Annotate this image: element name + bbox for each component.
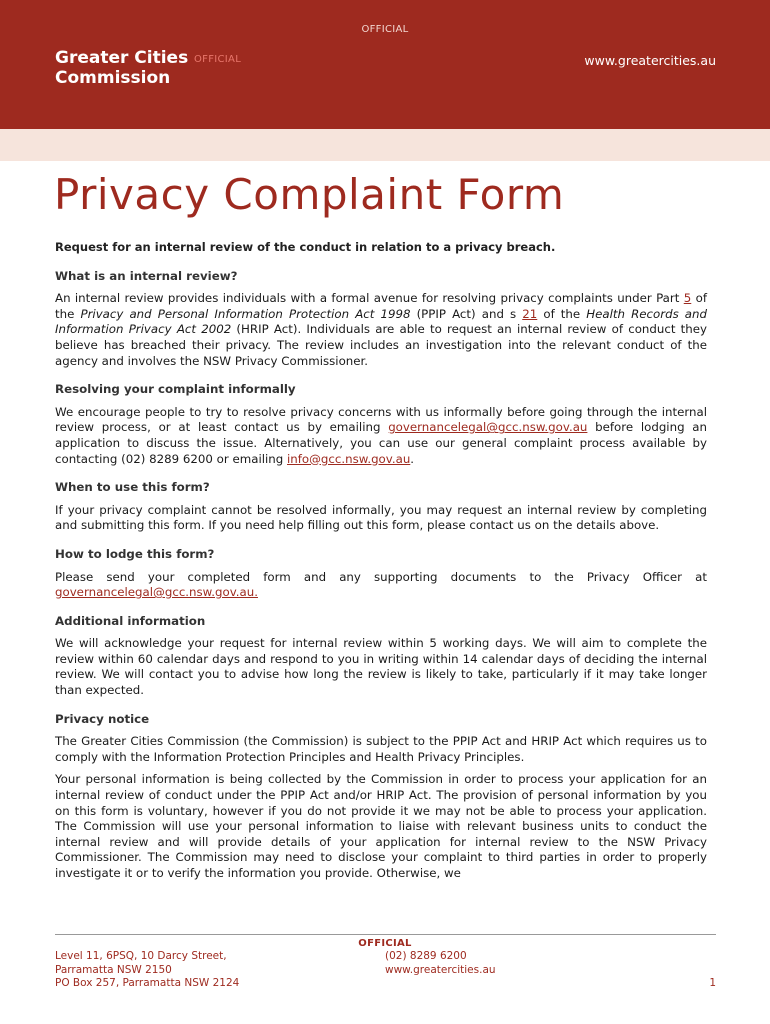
section-heading-informal: Resolving your complaint informally	[55, 382, 296, 397]
classification-label-footer: OFFICIAL	[358, 938, 412, 949]
document-body	[55, 240, 707, 895]
section-21-link[interactable]: 21	[522, 306, 538, 321]
page-title: Privacy Complaint Form	[54, 170, 565, 219]
page-number: 1	[709, 977, 716, 989]
footer-divider	[55, 934, 716, 935]
logo-line-2: Commission	[55, 68, 171, 88]
classification-label-top: OFFICIAL	[361, 24, 409, 35]
paragraph-privacy-1: The Greater Cities Commission (the Commission) is subject to the PPIP Act and HRIP Act which requires us to comply with the Information Protection Principles and Health Privacy Principles.	[55, 734, 707, 764]
text-run: Please send your completed form and any supporting documents to the Privacy Officer at	[55, 569, 707, 584]
logo-line-1: Greater Cities	[55, 48, 189, 68]
text-run: of the	[537, 306, 587, 321]
logo-classification-label: OFFICIAL	[194, 54, 242, 65]
text-run: We encourage people to try to resolve privacy concerns with us informally before going through the internal review process, or at least contact us by emailing	[55, 404, 707, 435]
address-line-3: PO Box 257, Parramatta NSW 2124	[55, 977, 240, 989]
governance-email-link[interactable]: governancelegal@gcc.nsw.gov.au	[388, 420, 588, 435]
footer-contact	[385, 950, 496, 977]
text-run: before lodging an application to discuss the issue. Alternatively, you can use our general complaint process available by contacting (02) 8289 6200 or emailing	[55, 420, 707, 466]
hrip-act-title: Health Records and Information Privacy Act 2002	[55, 306, 707, 337]
part-5-link[interactable]: 5	[683, 291, 692, 306]
header-accent-band	[0, 129, 770, 161]
paragraph-when: If your privacy complaint cannot be resolved informally, you may request an internal review by completing and submitting this form. If you need help filling out this form, please contact us on the details above.	[55, 502, 707, 533]
header-website-link[interactable]: www.greatercities.au	[584, 53, 716, 68]
paragraph-lodge	[55, 570, 707, 601]
info-email-link[interactable]: info@gcc.nsw.gov.au	[287, 451, 411, 466]
lodge-email-link[interactable]: governancelegal@gcc.nsw.gov.au.	[55, 585, 258, 600]
text-run: of the	[55, 291, 707, 321]
intro-text: Request for an internal review of the conduct in relation to a privacy breach.	[55, 240, 556, 254]
address-line-2: Parramatta NSW 2150	[55, 963, 172, 976]
paragraph-privacy-2: Your personal information is being collected by the Commission in order to process your application for an internal review of conduct under the PPIP Act and/or HRIP Act. The provision of personal information by you on this form is voluntary, however if you do not provide it we may not be able to process your application. The Commission will use your personal information to liaise with relevant business units to conduct the internal review and will provide details of your application for internal review to the NSW Privacy Commissioner. The Commission may need to disclose your complaint to third parties in order to properly investigate it or to verify the information you provide. Otherwise, we	[55, 772, 707, 880]
section-heading-additional: Additional information	[55, 613, 206, 628]
footer-phone: (02) 8289 6200	[385, 950, 467, 962]
paragraph-internal-review	[55, 291, 707, 369]
text-run: (PPIP Act) and s	[410, 306, 523, 321]
text-run: .	[410, 451, 415, 466]
text-run: An internal review provides individuals with a formal avenue for resolving privacy complaints under Part	[55, 291, 684, 306]
section-heading-internal-review: What is an internal review?	[55, 268, 238, 283]
text-run: (HRIP Act). Individuals are able to request an internal review of conduct they believe has breached their privacy. The review includes an investigation into the relevant conduct of the agency and involves the NSW Privacy Commissioner.	[55, 322, 708, 368]
section-heading-privacy: Privacy notice	[55, 711, 150, 726]
footer-website-link[interactable]: www.greatercities.au	[385, 963, 496, 976]
paragraph-additional: We will acknowledge your request for internal review within 5 working days. We will aim to complete the review within 60 calendar days and respond to you in writing within 14 calendar days of deciding the internal review. We will contact you to advise how long the review is likely to take, particularly if it may take longer than expected.	[55, 636, 707, 698]
paragraph-informal	[55, 405, 707, 467]
address-line-1: Level 11, 6PSQ, 10 Darcy Street,	[55, 950, 227, 962]
section-heading-lodge: How to lodge this form?	[55, 546, 215, 561]
organisation-logo	[55, 48, 188, 88]
ppip-act-title: Privacy and Personal Information Protection Act 1998	[80, 306, 411, 321]
footer-address	[55, 950, 239, 991]
section-heading-when: When to use this form?	[55, 480, 210, 495]
